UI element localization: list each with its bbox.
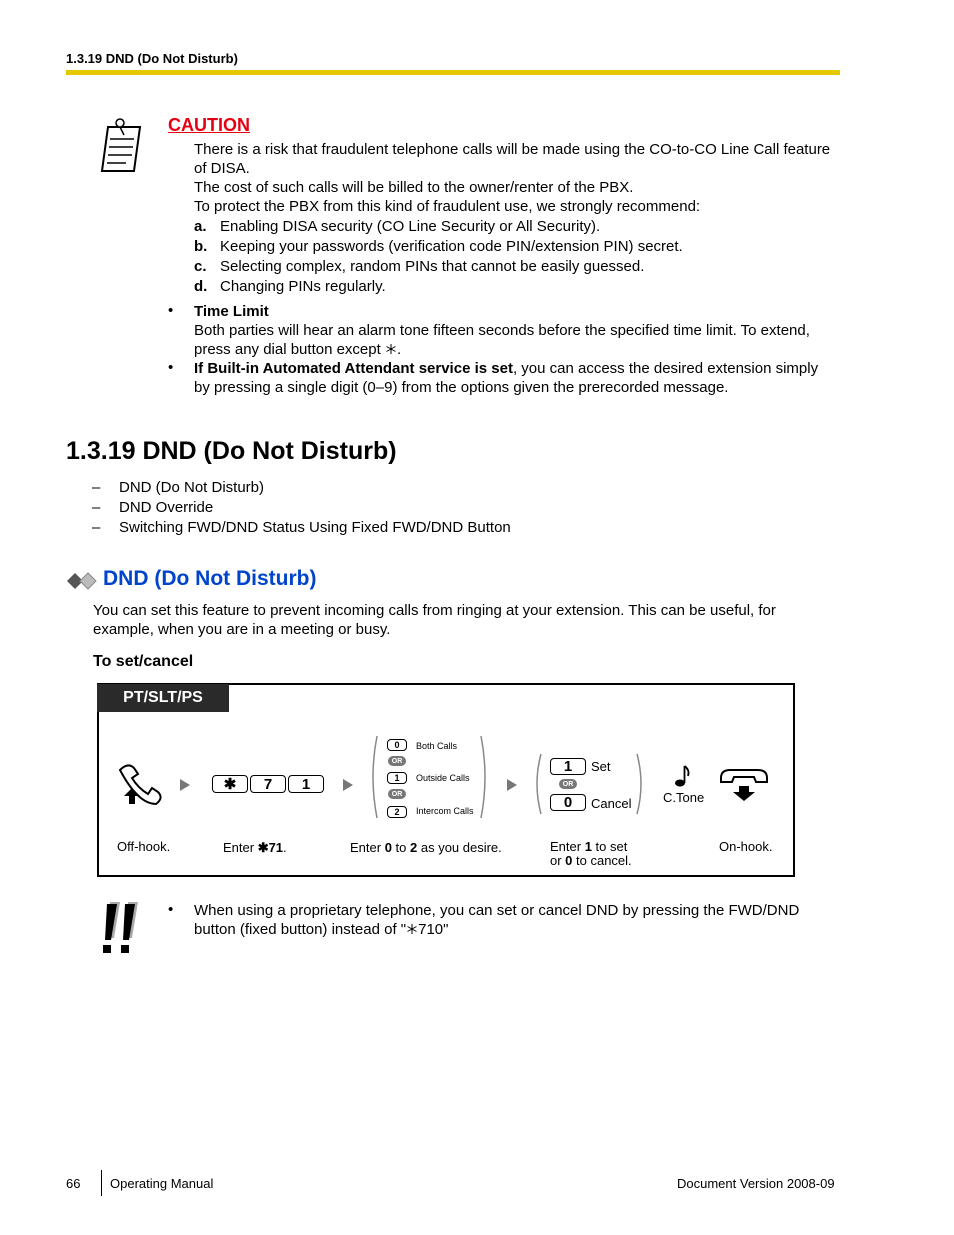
note-aa-rest: , you can access the desired extension simply [512, 360, 819, 377]
note-time-limit-line2: press any dial button except . [194, 341, 402, 358]
bullet: • [168, 302, 174, 319]
running-header: 1.3.19 DND (Do Not Disturb) [66, 51, 238, 66]
key-1: 1 [288, 775, 324, 793]
off-hook-icon [114, 760, 166, 808]
or-badge: OR [388, 756, 406, 766]
option-key-1: 1 [387, 772, 407, 784]
caution-item-c: c. Selecting complex, random PINs that cannot be easily guessed. [194, 258, 645, 275]
music-note-icon [674, 764, 692, 788]
caption-onhook: On-hook. [719, 839, 773, 854]
caution-para-1: There is a risk that fraudulent telephone calls will be made using the CO-to-CO Line Call feature of DISA. [194, 141, 831, 177]
caution-item-b: b. Keeping your passwords (verification code PIN/extension PIN) secret. [194, 238, 683, 255]
caption-enter-choice: Enter 0 to 2 as you desire. [350, 840, 502, 855]
footer-manual: Operating Manual [110, 1176, 214, 1191]
or-badge: OR [559, 779, 577, 789]
note-time-limit-line1: Both parties will hear an alarm tone fifteen seconds before the specified time limit. To extend, [194, 322, 810, 339]
option-key-0: 0 [387, 739, 407, 751]
page-number: 66 [66, 1176, 81, 1191]
feature-title: DND (Do Not Disturb) [103, 567, 317, 590]
option-label-both: Both Calls [416, 741, 458, 751]
arrow-right-icon [342, 778, 354, 792]
procedure-tab: PT/SLT/PS [97, 684, 229, 712]
note-aa-line2: by pressing a single digit (0–9) from the options given the prerecorded message. [194, 379, 729, 396]
note-time-limit-title: Time Limit [194, 303, 269, 320]
arrow-right-icon [506, 778, 518, 792]
note-aa-bold: If Built-in Automated Attendant service is set [194, 360, 513, 377]
cancel-key-0: 0 [550, 794, 586, 811]
note-time-limit [194, 302, 844, 359]
exclamation-icon [98, 900, 144, 956]
feature-list [92, 479, 511, 539]
caution-para-3: To protect the PBX from this kind of fraudulent use, we strongly recommend: [194, 198, 701, 215]
caution-label: CAUTION [168, 115, 250, 135]
arrow-right-icon [179, 778, 191, 792]
set-label: Set [591, 759, 611, 774]
caution-list [194, 217, 844, 297]
star-key-icon [406, 923, 418, 935]
diamonds-icon [66, 572, 98, 590]
ctone-label: C.Tone [663, 790, 705, 805]
bullet: • [168, 901, 174, 918]
caption-enter-code: Enter ✱71. [223, 840, 287, 855]
note-auto-attendant [194, 359, 844, 397]
option-label-intercom: Intercom Calls [416, 806, 474, 816]
caution-item-a: a. Enabling DISA security (CO Line Security or All Security). [194, 218, 601, 235]
key-star: ✱ [212, 775, 248, 793]
feature-list-item: – Switching FWD/DND Status Using Fixed FWD/DND Button [92, 519, 511, 536]
option-label-outside: Outside Calls [416, 773, 470, 783]
caution-para-2: The cost of such calls will be billed to the owner/renter of the PBX. [194, 179, 634, 196]
subheading-set-cancel: To set/cancel [93, 653, 194, 670]
footer-divider [101, 1170, 102, 1196]
feature-list-item: – DND (Do Not Disturb) [92, 479, 265, 496]
feature-list-item: – DND Override [92, 499, 214, 516]
section-title: 1.3.19 DND (Do Not Disturb) [66, 437, 397, 465]
caption-set-cancel: Enter 1 to set or 0 to cancel. [550, 839, 632, 868]
set-key-1: 1 [550, 758, 586, 775]
or-badge: OR [388, 789, 406, 799]
header-rule [66, 70, 840, 75]
star-key-icon [385, 343, 397, 355]
on-hook-icon [718, 766, 770, 804]
feature-description: You can set this feature to prevent incoming calls from ringing at your extension. This can be useful, for example, when you are in a meeting or busy. [93, 602, 776, 638]
caption-offhook: Off-hook. [117, 839, 171, 854]
bullet: • [168, 359, 174, 376]
caution-item-d: d. Changing PINs regularly. [194, 278, 386, 295]
notepad-icon [96, 117, 150, 175]
caution-text [194, 140, 844, 216]
key-7: 7 [250, 775, 286, 793]
tip-text: When using a proprietary telephone, you can set or cancel DND by pressing the FWD/DND button (fixed button) instead of " 710" [194, 902, 800, 938]
footer-version: Document Version 2008-09 [677, 1176, 835, 1191]
option-key-2: 2 [387, 806, 407, 818]
cancel-label: Cancel [591, 796, 632, 811]
